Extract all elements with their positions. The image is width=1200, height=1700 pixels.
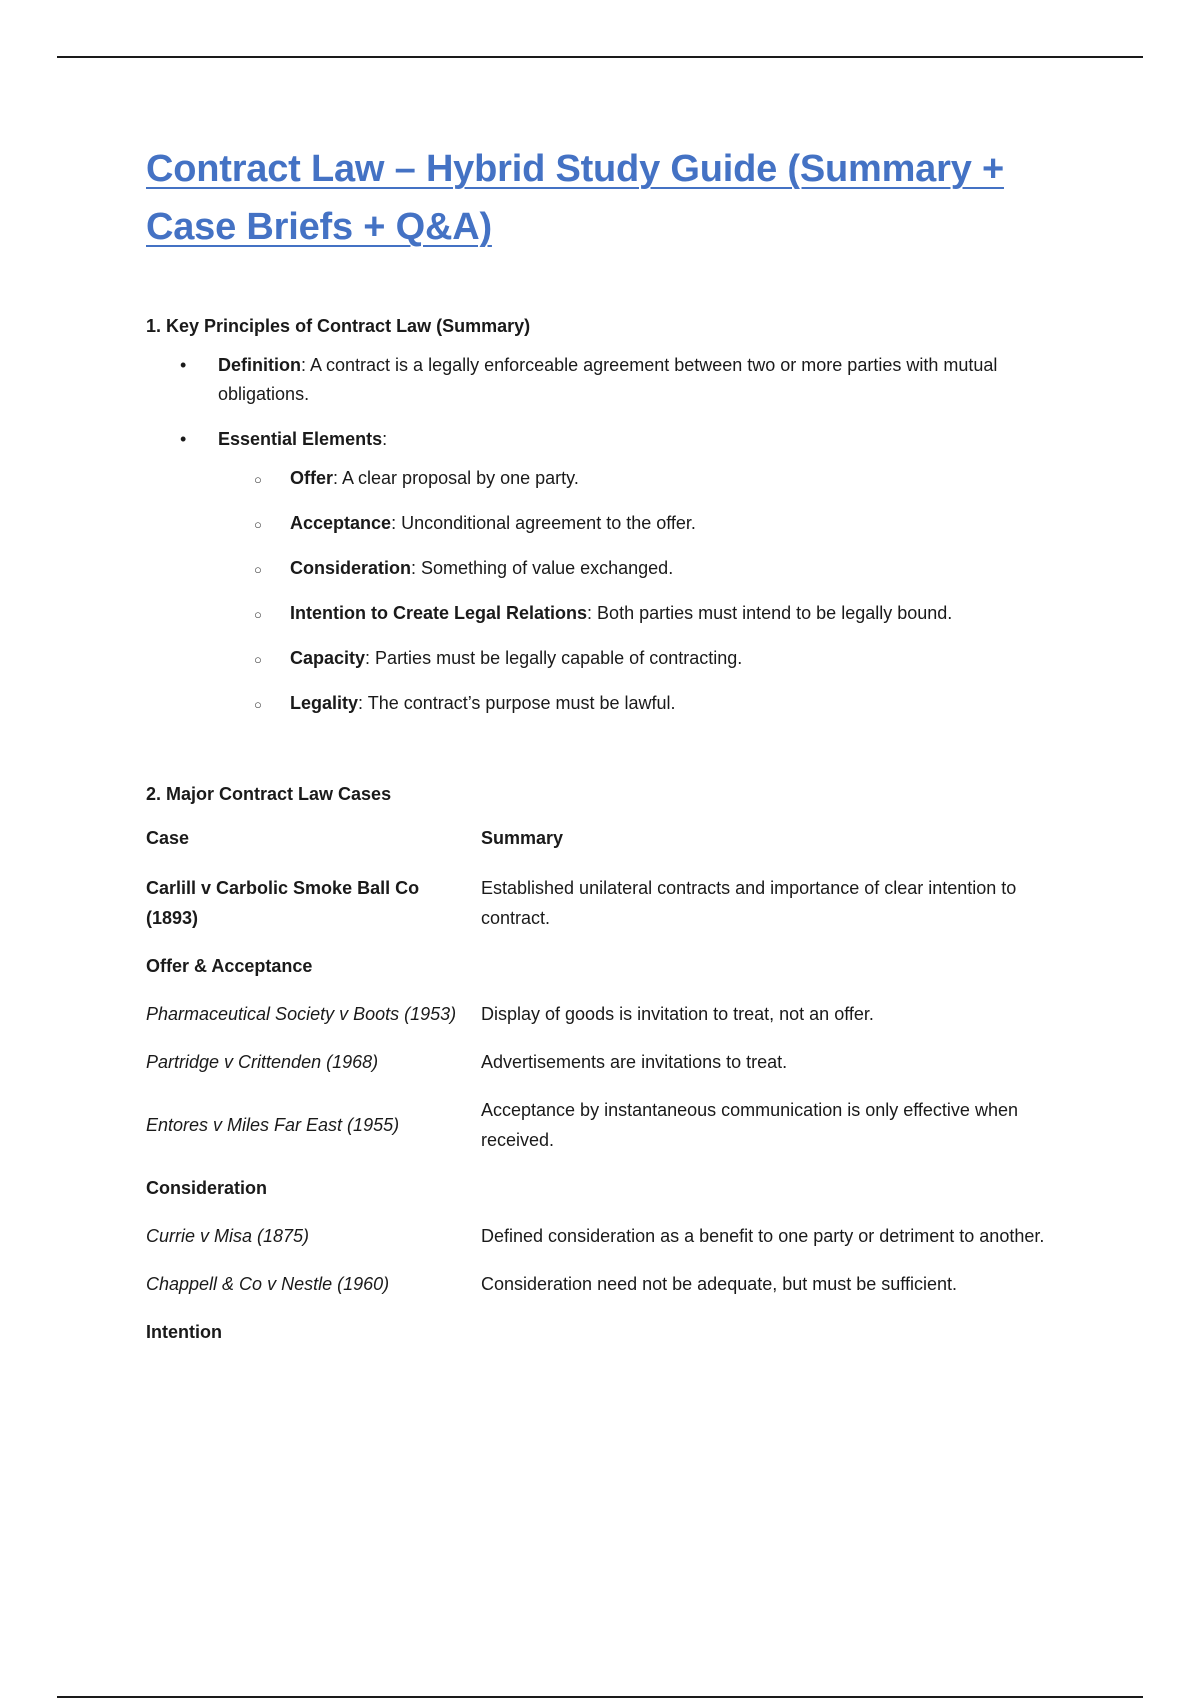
case-summary: Display of goods is invitation to treat, not an offer. (481, 1004, 874, 1024)
table-row (146, 1095, 1046, 1173)
circle-bullet-icon: ○ (254, 517, 262, 532)
principles-list (146, 351, 1066, 718)
table-row (146, 873, 1046, 951)
table-group-row (146, 1317, 1046, 1365)
group-label: Intention (146, 1322, 222, 1342)
element-text: : The contract’s purpose must be lawful. (358, 693, 676, 713)
table-row (146, 999, 1046, 1047)
element-term: Capacity (290, 648, 366, 668)
table-header-row (146, 823, 1046, 873)
element-text: : A clear proposal by one party. (333, 468, 579, 488)
case-summary: Consideration need not be adequate, but must be sufficient. (481, 1274, 957, 1294)
circle-bullet-icon: ○ (254, 697, 262, 712)
column-header-summary: Summary (481, 828, 564, 848)
case-summary: Defined consideration as a benefit to one party or detriment to another. (481, 1226, 1045, 1246)
list-item-legality (218, 689, 1066, 718)
section-2-heading: 2. Major Contract Law Cases (146, 784, 392, 804)
essential-elements-list (218, 464, 1066, 718)
circle-bullet-icon: ○ (254, 652, 262, 667)
element-term: Consideration (290, 558, 412, 578)
circle-bullet-icon: ○ (254, 607, 262, 622)
circle-bullet-icon: ○ (254, 472, 262, 487)
case-name: Entores v Miles Far East (1955) (146, 1115, 400, 1135)
element-term: Legality (290, 693, 359, 713)
element-text: : Both parties must intend to be legally bound. (587, 603, 953, 623)
document-title: Contract Law – Hybrid Study Guide (Summary + Case Briefs + Q&A) (146, 148, 1004, 248)
case-name: Carlill v Carbolic Smoke Ball Co (1893) (146, 878, 420, 928)
table-row (146, 1047, 1046, 1095)
element-text: : Something of value exchanged. (411, 558, 674, 578)
case-summary: Established unilateral contracts and importance of clear intention to contract. (481, 878, 1017, 928)
document-page (146, 140, 1066, 1365)
column-header-case: Case (146, 828, 190, 848)
bullet-icon: • (180, 355, 187, 375)
list-item-offer (218, 464, 1066, 493)
table-row (146, 1269, 1046, 1317)
list-item-essential-elements (146, 425, 1066, 718)
bottom-border-line (57, 1696, 1143, 1698)
list-item-capacity (218, 644, 1066, 673)
case-summary: Acceptance by instantaneous communication is only effective when received. (481, 1100, 1018, 1150)
top-border-line (57, 56, 1143, 58)
element-term: Intention to Create Legal Relations (290, 603, 588, 623)
list-item-intention (218, 599, 1066, 628)
definition-text: : A contract is a legally enforceable agreement between two or more parties with mutual obligations. (218, 355, 998, 404)
table-row (146, 1221, 1046, 1269)
element-term: Acceptance (290, 513, 392, 533)
element-term: Offer (290, 468, 334, 488)
group-label: Offer & Acceptance (146, 956, 313, 976)
section-1-heading: 1. Key Principles of Contract Law (Summary) (146, 316, 531, 336)
group-label: Consideration (146, 1178, 268, 1198)
essentials-term: Essential Elements (218, 429, 383, 449)
element-text: : Parties must be legally capable of contracting. (365, 648, 743, 668)
case-name: Chappell & Co v Nestle (1960) (146, 1274, 390, 1294)
essentials-text: : (382, 429, 388, 449)
table-group-row (146, 1173, 1046, 1221)
case-name: Pharmaceutical Society v Boots (1953) (146, 1004, 457, 1024)
element-text: : Unconditional agreement to the offer. (391, 513, 696, 533)
definition-term: Definition (218, 355, 301, 375)
cases-table (146, 823, 1046, 1365)
circle-bullet-icon: ○ (254, 562, 262, 577)
list-item-acceptance (218, 509, 1066, 538)
bullet-icon: • (180, 429, 187, 449)
case-name: Partridge v Crittenden (1968) (146, 1052, 379, 1072)
list-item-consideration (218, 554, 1066, 583)
table-group-row (146, 951, 1046, 999)
list-item-definition (146, 351, 1066, 409)
case-name: Currie v Misa (1875) (146, 1226, 310, 1246)
case-summary: Advertisements are invitations to treat. (481, 1052, 788, 1072)
